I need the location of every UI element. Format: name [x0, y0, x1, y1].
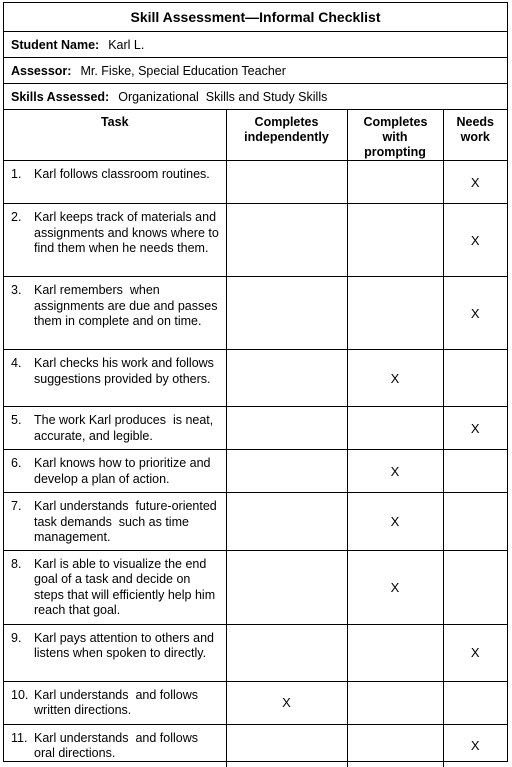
task-number: 2. [11, 210, 22, 224]
mark-cell-independent [226, 161, 347, 204]
student-name-value: Karl L. [108, 37, 145, 52]
task-number: 9. [11, 630, 22, 645]
check-mark: X [390, 370, 400, 386]
mark-cell-needs-work [443, 204, 507, 277]
assessor-row [4, 58, 507, 84]
mark-cell-independent [226, 681, 347, 724]
table-row [4, 450, 507, 493]
task-text: Karl understands future-oriented task demands such as time management. [34, 499, 221, 544]
mark-cell-prompting [347, 204, 443, 277]
mark-cell-prompting [347, 407, 443, 450]
mark-cell-prompting [347, 350, 443, 407]
table-row [4, 204, 507, 277]
task-number: 3. [11, 283, 22, 297]
independent-column-header: Completes independently [226, 110, 347, 161]
mark-cell-prompting [347, 550, 443, 624]
mark-cell-needs-work [443, 724, 507, 767]
task-text: Karl understands and follows oral directions. [34, 730, 202, 760]
task-cell [4, 724, 226, 767]
task-cell [4, 450, 226, 493]
table-row [4, 493, 507, 551]
check-mark: X [390, 463, 400, 479]
task-cell [4, 350, 226, 407]
task-cell [4, 407, 226, 450]
table-row [4, 350, 507, 407]
table-row [4, 624, 507, 681]
mark-cell-needs-work [443, 350, 507, 407]
mark-cell-needs-work [443, 277, 507, 350]
student-name-label: Student Name: [11, 37, 100, 52]
mark-cell-prompting [347, 624, 443, 681]
student-name-row [4, 32, 507, 58]
mark-cell-independent [226, 277, 347, 350]
skills-assessed-label: Skills Assessed: [11, 89, 110, 104]
task-text: Karl understands and follows written directions. [34, 687, 202, 717]
mark-cell-needs-work [443, 550, 507, 624]
mark-cell-needs-work [443, 681, 507, 724]
task-text: Karl knows how to prioritize and develop a plan of action. [34, 456, 214, 486]
task-text: Karl keeps track of materials and assignments and knows where to find them when he needs them. [34, 210, 223, 255]
mark-cell-needs-work [443, 407, 507, 450]
task-cell [4, 204, 226, 277]
form-title: Skill Assessment—Informal Checklist [4, 3, 507, 32]
mark-cell-prompting [347, 681, 443, 724]
table-row [4, 550, 507, 624]
task-number: 11. [11, 730, 28, 745]
checklist-table [4, 110, 507, 767]
task-number: 1. [11, 167, 22, 181]
mark-cell-independent [226, 724, 347, 767]
table-header-row [4, 110, 507, 161]
table-row [4, 161, 507, 204]
mark-cell-independent [226, 624, 347, 681]
mark-cell-prompting [347, 493, 443, 551]
mark-cell-independent [226, 204, 347, 277]
mark-cell-independent [226, 493, 347, 551]
table-row [4, 277, 507, 350]
mark-cell-needs-work [443, 624, 507, 681]
mark-cell-prompting [347, 161, 443, 204]
task-cell [4, 624, 226, 681]
mark-cell-independent [226, 407, 347, 450]
skills-assessed-row [4, 84, 507, 110]
check-mark: X [470, 232, 480, 248]
skill-checklist-form [3, 2, 508, 762]
mark-cell-independent [226, 550, 347, 624]
task-number: 6. [11, 456, 22, 470]
mark-cell-prompting [347, 724, 443, 767]
mark-cell-independent [226, 350, 347, 407]
task-number: 8. [11, 556, 22, 571]
check-mark: X [470, 738, 480, 754]
check-mark: X [282, 695, 291, 710]
mark-cell-independent [226, 450, 347, 493]
task-text: Karl pays attention to others and listens when spoken to directly. [34, 630, 218, 660]
task-text: Karl checks his work and follows suggestions provided by others. [34, 356, 218, 386]
task-cell [4, 277, 226, 350]
task-cell [4, 550, 226, 624]
task-text: Karl follows classroom routines. [34, 167, 210, 181]
needs-work-column-header: Needs work [443, 110, 507, 161]
task-number: 7. [11, 499, 22, 513]
mark-cell-needs-work [443, 450, 507, 493]
task-cell [4, 493, 226, 551]
table-row [4, 407, 507, 450]
task-text: Karl is able to visualize the end goal of a task and decide on steps that will efficiently help him reach that goal. [34, 556, 219, 617]
task-cell [4, 681, 226, 724]
assessor-value: Mr. Fiske, Special Education Teacher [80, 63, 286, 78]
task-text: The work Karl produces is neat, accurate, and legible. [34, 413, 217, 443]
mark-cell-prompting [347, 450, 443, 493]
check-mark: X [390, 579, 400, 595]
prompting-column-header: Completes with prompting [347, 110, 443, 161]
task-column-header: Task [4, 110, 226, 161]
check-mark: X [470, 420, 480, 436]
table-row [4, 681, 507, 724]
mark-cell-needs-work [443, 161, 507, 204]
table-row [4, 724, 507, 767]
task-number: 5. [11, 413, 22, 427]
check-mark: X [390, 513, 400, 529]
check-mark: X [470, 645, 480, 660]
task-number: 10. [11, 687, 29, 702]
assessor-label: Assessor: [11, 63, 72, 78]
task-cell [4, 161, 226, 204]
check-mark: X [470, 174, 480, 190]
mark-cell-needs-work [443, 493, 507, 551]
skills-assessed-value: Organizational Skills and Study Skills [118, 89, 328, 104]
mark-cell-prompting [347, 277, 443, 350]
check-mark: X [470, 305, 480, 321]
task-text: Karl remembers when assignments are due and passes them in complete and on time. [34, 283, 221, 328]
task-number: 4. [11, 356, 22, 370]
